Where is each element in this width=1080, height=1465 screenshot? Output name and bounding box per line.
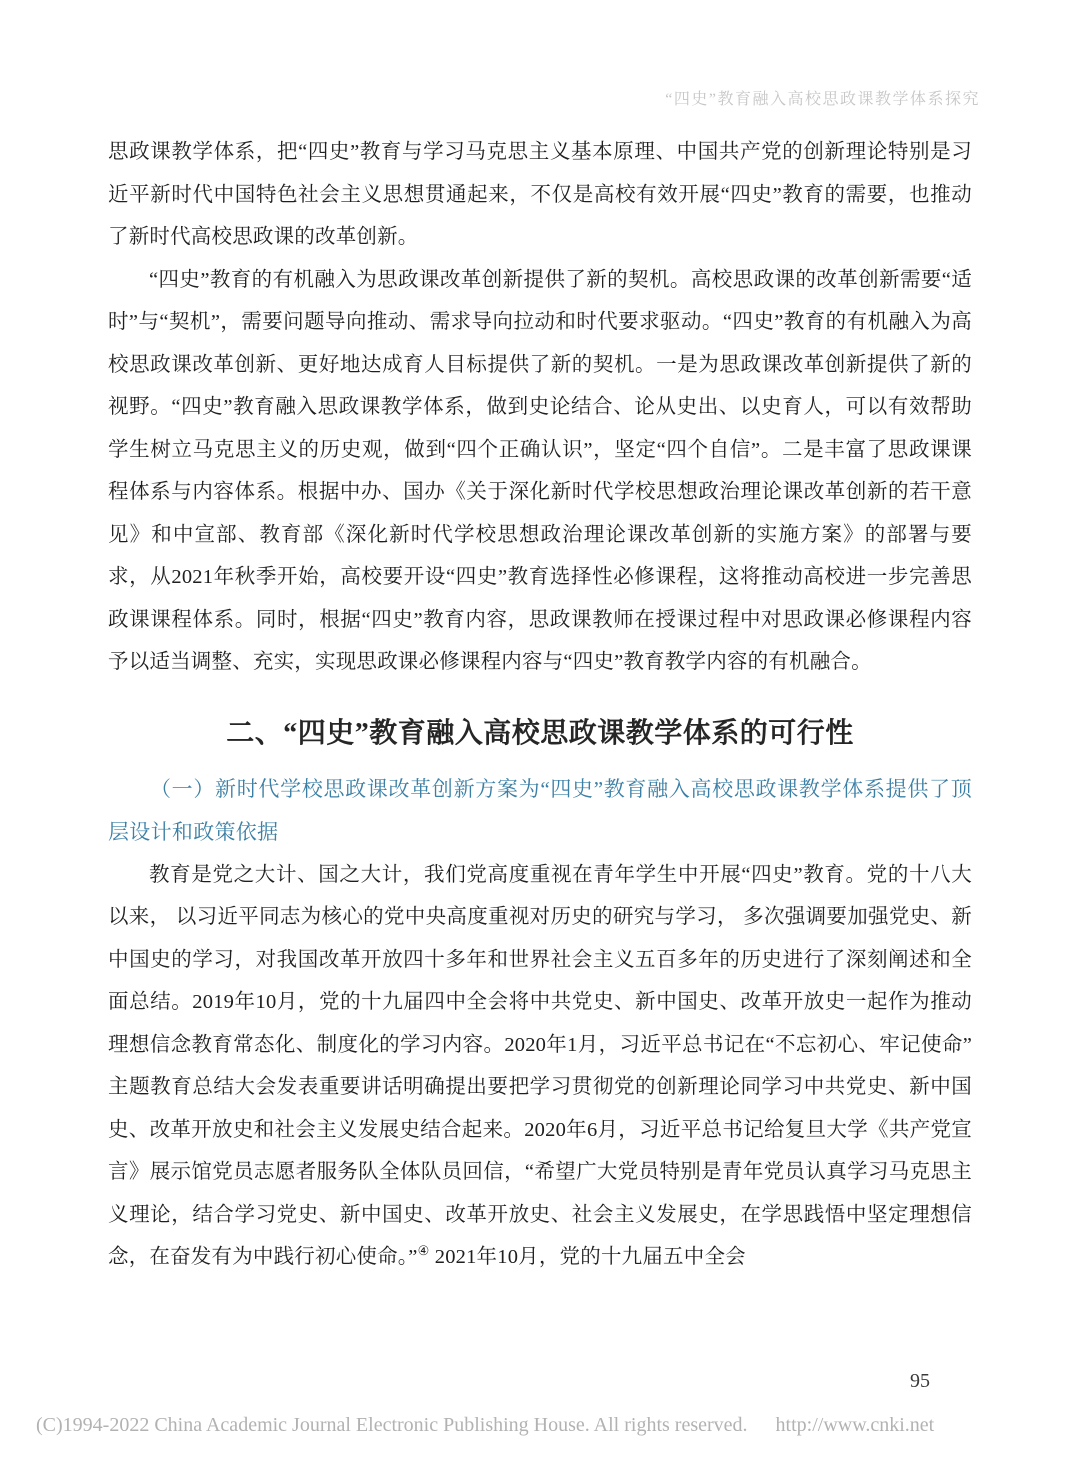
page-number: 95 <box>910 1370 930 1392</box>
article-body <box>108 131 972 1279</box>
footnote-marker: ④ <box>417 1243 430 1259</box>
subsection-heading: （一）新时代学校思政课改革创新方案为“四史”教育融入高校思政课教学体系提供了顶层设计和政策依据 <box>108 776 972 844</box>
paragraph-opportunity: “四史”教育的有机融入为思政课改革创新提供了新的契机。高校思政课的改革创新需要“适时”与“契机”，需要问题导向推动、需求导向拉动和时代要求驱动。“四史”教育的有机融入为高校思政课改革创新、更好地达成育人目标提供了新的契机。一是为思政课改革创新提供了新的视野。“四史”教育融入思政课教学体系，做到史论结合、论从史出、以史育人，可以有效帮助学生树立马克思主义的历史观，做到“四个正确认识”，坚定“四个自信”。二是丰富了思政课课程体系与内容体系。根据中办、国办《关于深化新时代学校思想政治理论课改革创新的若干意见》和中宣部、教育部《深化新时代学校思想政治理论课改革创新的实施方案》的部署与要求，从2021年秋季开始，高校要开设“四史”教育选择性必修课程，这将推动高校进一步完善思政课课程体系。同时，根据“四史”教育内容，思政课教师在授课过程中对思政课必修课程内容予以适当调整、充实，实现思政课必修课程内容与“四史”教育教学内容的有机融合。 <box>108 268 972 673</box>
paragraph-feasibility-text: 教育是党之大计、国之大计，我们党高度重视在青年学生中开展“四史”教育。党的十八大以来， 以习近平同志为核心的党中央高度重视对历史的研究与学习， 多次强调要加强党史、新中国史的学习，对我国改革开放四十多年和世界社会主义五百多年的历史进行了深刻阐述和全面总结。2019年10月，党的十九届四中全会将中共党史、新中国史、改革开放史一起作为推动理想信念教育常态化、制度化的学习内容。2020年1月，习近平总书记在“不忘初心、牢记使命” 主题教育总结大会发表重要讲话明确提出要把学习贯彻党的创新理论同学习中共党史、新中国史、改革开放史和社会主义发展史结合起来。2020年6月，习近平总书记给复旦大学《共产党宣言》展示馆党员志愿者服务队全体队员回信，“希望广大党员特别是青年党员认真学习马克思主义理论，结合学习党史、新中国史、改革开放史、社会主义发展史，在学思践悟中坚定理想信念，在奋发有为中践行初心使命。” <box>108 863 972 1268</box>
footer-copyright: (C)1994-2022 China Academic Journal Electronic Publishing House. All rights reserved. <box>36 1414 748 1436</box>
paragraph-continuation: 思政课教学体系，把“四史”教育与学习马克思主义基本原理、中国共产党的创新理论特别是习近平新时代中国特色社会主义思想贯通起来，不仅是高校有效开展“四史”教育的需要，也推动了新时代高校思政课的改革创新。 <box>108 141 972 248</box>
copyright-footer <box>36 1414 1040 1437</box>
section-heading: 二、“四史”教育融入高校思政课教学体系的可行性 <box>226 717 854 749</box>
paragraph-feasibility <box>108 854 972 1279</box>
paragraph-feasibility-text-after: 2021年10月，党的十九届五中全会 <box>429 1246 746 1268</box>
footer-url: http://www.cnki.net <box>775 1414 935 1436</box>
running-head: “四史”教育融入高校思政课教学体系探究 <box>665 91 980 108</box>
